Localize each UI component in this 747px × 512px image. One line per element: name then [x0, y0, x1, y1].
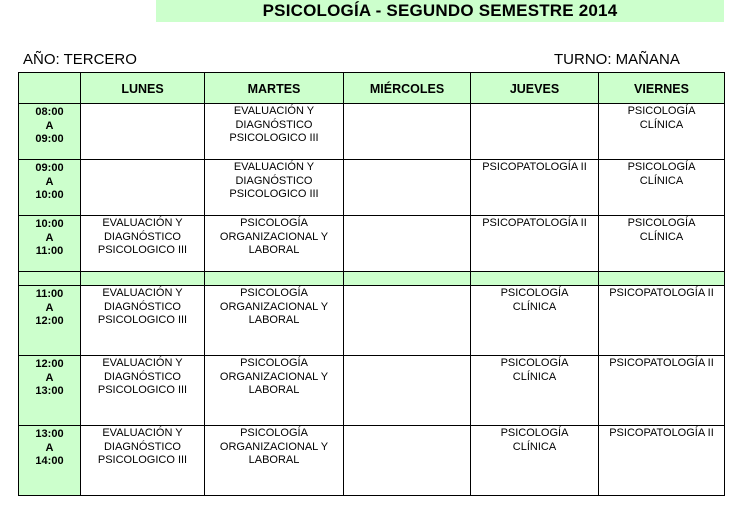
course-name-line: ORGANIZACIONAL Y: [219, 300, 329, 313]
course-name-line: EVALUACIÓN Y: [102, 287, 183, 299]
class-cell-jueves: [471, 216, 599, 272]
class-cell-lunes: [81, 286, 205, 356]
course-name-line: EVALUACIÓN Y: [102, 217, 183, 229]
class-cell-lunes: [81, 160, 205, 216]
day-header-miercoles: MIÉRCOLES: [344, 73, 471, 104]
year-label: AÑO: TERCERO: [23, 51, 137, 68]
course-name-line: PSICOLOGÍA: [500, 287, 569, 299]
break-cell: [471, 272, 599, 286]
course-name-line: PSICOPATOLOGÍA II: [609, 357, 714, 369]
course-name-line: PSICOPATOLOGÍA II: [609, 287, 714, 299]
course-name-line: PSICOLOGÍA: [240, 357, 308, 369]
course-name-line: EVALUACIÓN Y: [233, 161, 315, 173]
course-name-line: PSICOLOGICO III: [229, 132, 319, 144]
course-name-line: PSICOPATOLOGÍA II: [609, 427, 714, 439]
course-name-line: PSICOLOGICO III: [97, 384, 188, 396]
time-slot-cell: [19, 216, 81, 272]
time-slot-time-end: 13:00: [35, 385, 64, 397]
class-cell-jueves: [471, 160, 599, 216]
course-name-line: CLÍNICA: [639, 118, 684, 131]
schedule-row: [19, 426, 725, 496]
time-slot-cell: [19, 286, 81, 356]
class-cell-lunes: [81, 104, 205, 160]
time-slot-cell: [19, 426, 81, 496]
day-header-jueves: JUEVES: [471, 73, 599, 104]
time-slot-time-sep: A: [45, 441, 54, 454]
class-cell-jueves: [471, 426, 599, 496]
class-cell-lunes: [81, 426, 205, 496]
day-header-martes: MARTES: [205, 73, 344, 104]
break-cell: [81, 272, 205, 286]
class-cell-martes: [205, 216, 344, 272]
time-slot-time-end: 09:00: [35, 133, 64, 145]
class-cell-lunes: [81, 216, 205, 272]
class-cell-miercoles: [344, 160, 471, 216]
break-row: [19, 272, 725, 286]
time-slot-time-sep: A: [45, 371, 54, 384]
class-cell-martes: [205, 160, 344, 216]
course-name-line: PSICOLOGÍA: [500, 357, 569, 369]
course-name-line: PSICOLOGÍA: [627, 161, 696, 173]
course-name-line: EVALUACIÓN Y: [102, 427, 183, 439]
header-row: [19, 73, 725, 104]
class-cell-jueves: [471, 286, 599, 356]
break-cell: [599, 272, 725, 286]
time-slot-cell: [19, 356, 81, 426]
schedule-row: [19, 160, 725, 216]
course-name-line: PSICOPATOLOGÍA II: [482, 217, 587, 229]
class-cell-viernes: [599, 160, 725, 216]
time-slot-time-end: 11:00: [35, 245, 64, 257]
course-name-line: PSICOPATOLOGÍA II: [482, 161, 587, 173]
time-slot-time-start: 12:00: [35, 358, 64, 370]
time-slot-time-start: 10:00: [35, 218, 64, 230]
course-name-line: ORGANIZACIONAL Y: [219, 440, 329, 453]
schedule-table: [18, 72, 725, 496]
class-cell-viernes: [599, 356, 725, 426]
course-name-line: LABORAL: [248, 244, 300, 256]
class-cell-jueves: [471, 104, 599, 160]
course-name-line: PSICOLOGÍA: [240, 217, 308, 229]
course-name-line: EVALUACIÓN Y: [233, 105, 315, 117]
corner-cell: [19, 73, 81, 104]
course-name-line: DIAGNÓSTICO: [235, 118, 313, 131]
page-title: PSICOLOGÍA - SEGUNDO SEMESTRE 2014: [156, 0, 724, 22]
course-name-line: LABORAL: [248, 384, 300, 396]
class-cell-miercoles: [344, 426, 471, 496]
time-slot-time-start: 11:00: [35, 288, 64, 300]
time-slot-cell: [19, 160, 81, 216]
time-slot-cell: [19, 104, 81, 160]
time-slot-time-sep: A: [45, 301, 54, 314]
time-slot-time-sep: A: [45, 231, 54, 244]
course-name-line: PSICOLOGÍA: [240, 287, 308, 299]
class-cell-jueves: [471, 356, 599, 426]
course-name-line: LABORAL: [248, 454, 300, 466]
class-cell-martes: [205, 104, 344, 160]
class-cell-viernes: [599, 426, 725, 496]
time-slot-time-sep: A: [45, 119, 54, 132]
course-name-line: PSICOLOGÍA: [627, 105, 696, 117]
time-slot-time-start: 13:00: [35, 428, 64, 440]
course-name-line: DIAGNÓSTICO: [103, 370, 181, 383]
schedule-row: [19, 216, 725, 272]
course-name-line: EVALUACIÓN Y: [102, 357, 183, 369]
time-slot-time-end: 14:00: [35, 455, 64, 467]
day-header-viernes: VIERNES: [599, 73, 725, 104]
class-cell-martes: [205, 426, 344, 496]
course-name-line: PSICOLOGÍA: [500, 427, 569, 439]
schedule-body: [19, 73, 725, 496]
schedule-row: [19, 356, 725, 426]
course-name-line: PSICOLOGÍA: [240, 427, 308, 439]
course-name-line: LABORAL: [248, 314, 300, 326]
course-name-line: PSICOLOGICO III: [97, 314, 188, 326]
class-cell-miercoles: [344, 286, 471, 356]
class-cell-martes: [205, 286, 344, 356]
course-name-line: ORGANIZACIONAL Y: [219, 230, 329, 243]
class-cell-miercoles: [344, 104, 471, 160]
course-name-line: PSICOLOGICO III: [97, 244, 188, 256]
time-slot-time-sep: A: [45, 175, 54, 188]
course-name-line: CLÍNICA: [639, 230, 684, 243]
course-name-line: DIAGNÓSTICO: [103, 230, 181, 243]
course-name-line: PSICOLOGICO III: [229, 188, 319, 200]
break-cell: [344, 272, 471, 286]
course-name-line: CLÍNICA: [512, 440, 557, 453]
course-name-line: DIAGNÓSTICO: [103, 300, 181, 313]
time-slot-time-end: 10:00: [35, 189, 64, 201]
class-cell-martes: [205, 356, 344, 426]
class-cell-viernes: [599, 286, 725, 356]
schedule-row: [19, 104, 725, 160]
time-slot-time-start: 08:00: [35, 106, 64, 118]
course-name-line: PSICOLOGICO III: [97, 454, 188, 466]
course-name-line: CLÍNICA: [639, 174, 684, 187]
class-cell-viernes: [599, 216, 725, 272]
course-name-line: CLÍNICA: [512, 300, 557, 313]
course-name-line: DIAGNÓSTICO: [103, 440, 181, 453]
time-slot-time-start: 09:00: [35, 162, 64, 174]
course-name-line: PSICOLOGÍA: [627, 217, 696, 229]
class-cell-lunes: [81, 356, 205, 426]
shift-label: TURNO: MAÑANA: [554, 51, 680, 68]
time-slot-time-end: 12:00: [35, 315, 64, 327]
course-name-line: ORGANIZACIONAL Y: [219, 370, 329, 383]
day-header-lunes: LUNES: [81, 73, 205, 104]
course-name-line: CLÍNICA: [512, 370, 557, 383]
schedule-row: [19, 286, 725, 356]
class-cell-miercoles: [344, 356, 471, 426]
course-name-line: DIAGNÓSTICO: [235, 174, 313, 187]
break-cell: [19, 272, 81, 286]
break-cell: [205, 272, 344, 286]
class-cell-miercoles: [344, 216, 471, 272]
class-cell-viernes: [599, 104, 725, 160]
